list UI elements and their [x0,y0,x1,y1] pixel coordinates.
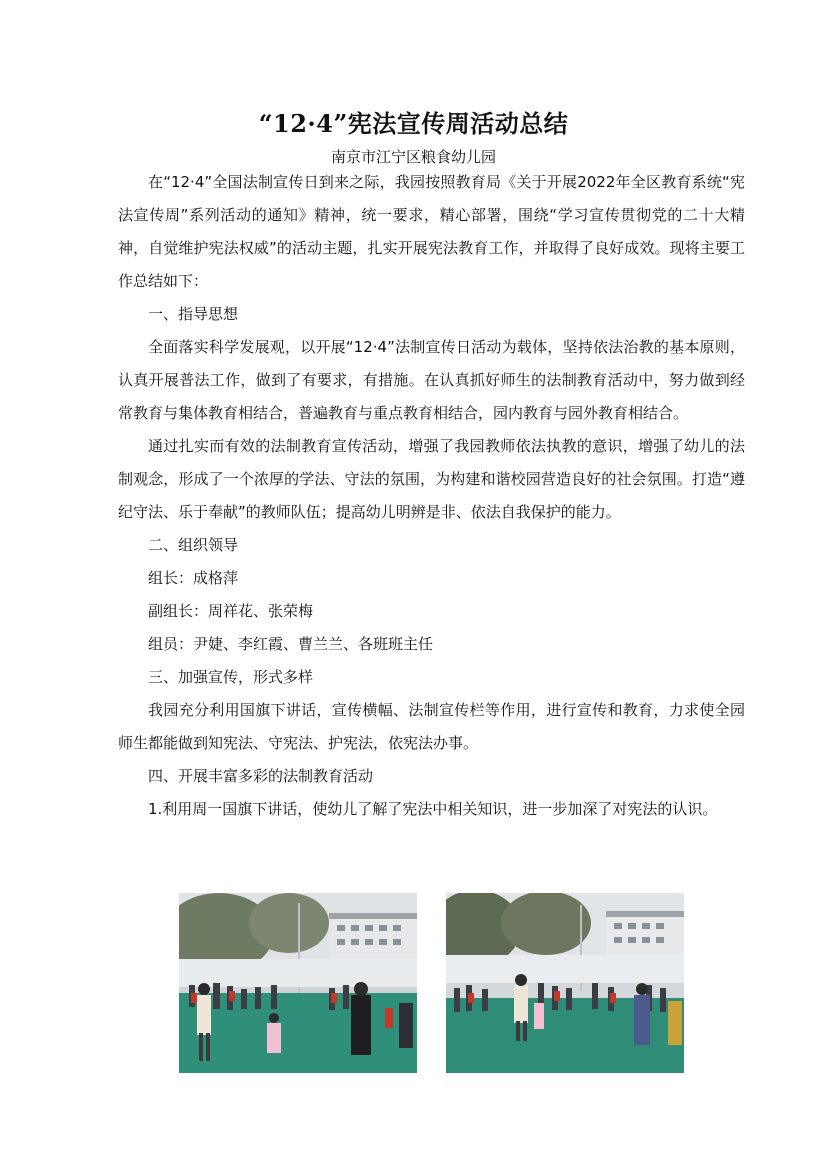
section-heading-4: 四、开展丰富多彩的法制教育活动 [148,767,374,785]
section-heading-3: 三、加强宣传，形式多样 [148,668,314,686]
body-text [118,166,745,826]
section1-paragraph-1: 全面落实科学发展观，以开展“12·4”法制宣传日活动为载体，坚持依法治教的基本原则，认真开展普法工作，做到了有要求，有措施。在认真抓好师生的法制教育活动中，努力做到经常教育与集体教育相结合，普遍教育与重点教育相结合，园内教育与园外教育相结合。 [118,338,745,422]
page-subtitle: 南京市江宁区粮食幼儿园 [330,148,496,166]
page-title: “12·4”宪法宣传周活动总结 [258,109,569,138]
section-heading-1: 一、指导思想 [148,305,239,323]
section1-paragraph-2: 通过扎实而有效的法制教育宣传活动，增强了我园教师依法执教的意识，增强了幼儿的法制观念，形成了一个浓厚的学法、守法的氛围，为构建和谐校园营造良好的社会氛围。打造“遵纪守法、乐于奉献”的教师队伍；提高幼儿明辨是非、依法自我保护的能力。 [118,437,745,521]
section3-paragraph: 我园充分利用国旗下讲话，宣传横幅、法制宣传栏等作用，进行宣传和教育，力求使全园师生都能做到知宪法、守宪法、护宪法，依宪法办事。 [118,701,745,752]
intro-paragraph: 在“12·4”全国法制宣传日到来之际，我园按照教育局《关于开展2022年全区教育系统“宪法宣传周”系列活动的通知》精神，统一要求，精心部署，围绕“学习宣传贯彻党的二十大精神，自觉维护宪法权威”的活动主题，扎实开展宪法教育工作，并取得了良好成效。现将主要工作总结如下： [118,173,745,290]
section-heading-2: 二、组织领导 [148,536,239,554]
group-leader: 组长：成格萍 [148,569,239,587]
group-deputy: 副组长：周祥花、张荣梅 [148,602,314,620]
flag-ceremony-photo-1 [179,893,417,1073]
flag-ceremony-photo-2 [446,893,684,1073]
group-members: 组员：尹婕、李红霞、曹兰兰、各班班主任 [148,635,434,653]
section4-item-1: 1.利用周一国旗下讲话，使幼儿了解了宪法中相关知识，进一步加深了对宪法的认识。 [148,800,718,818]
